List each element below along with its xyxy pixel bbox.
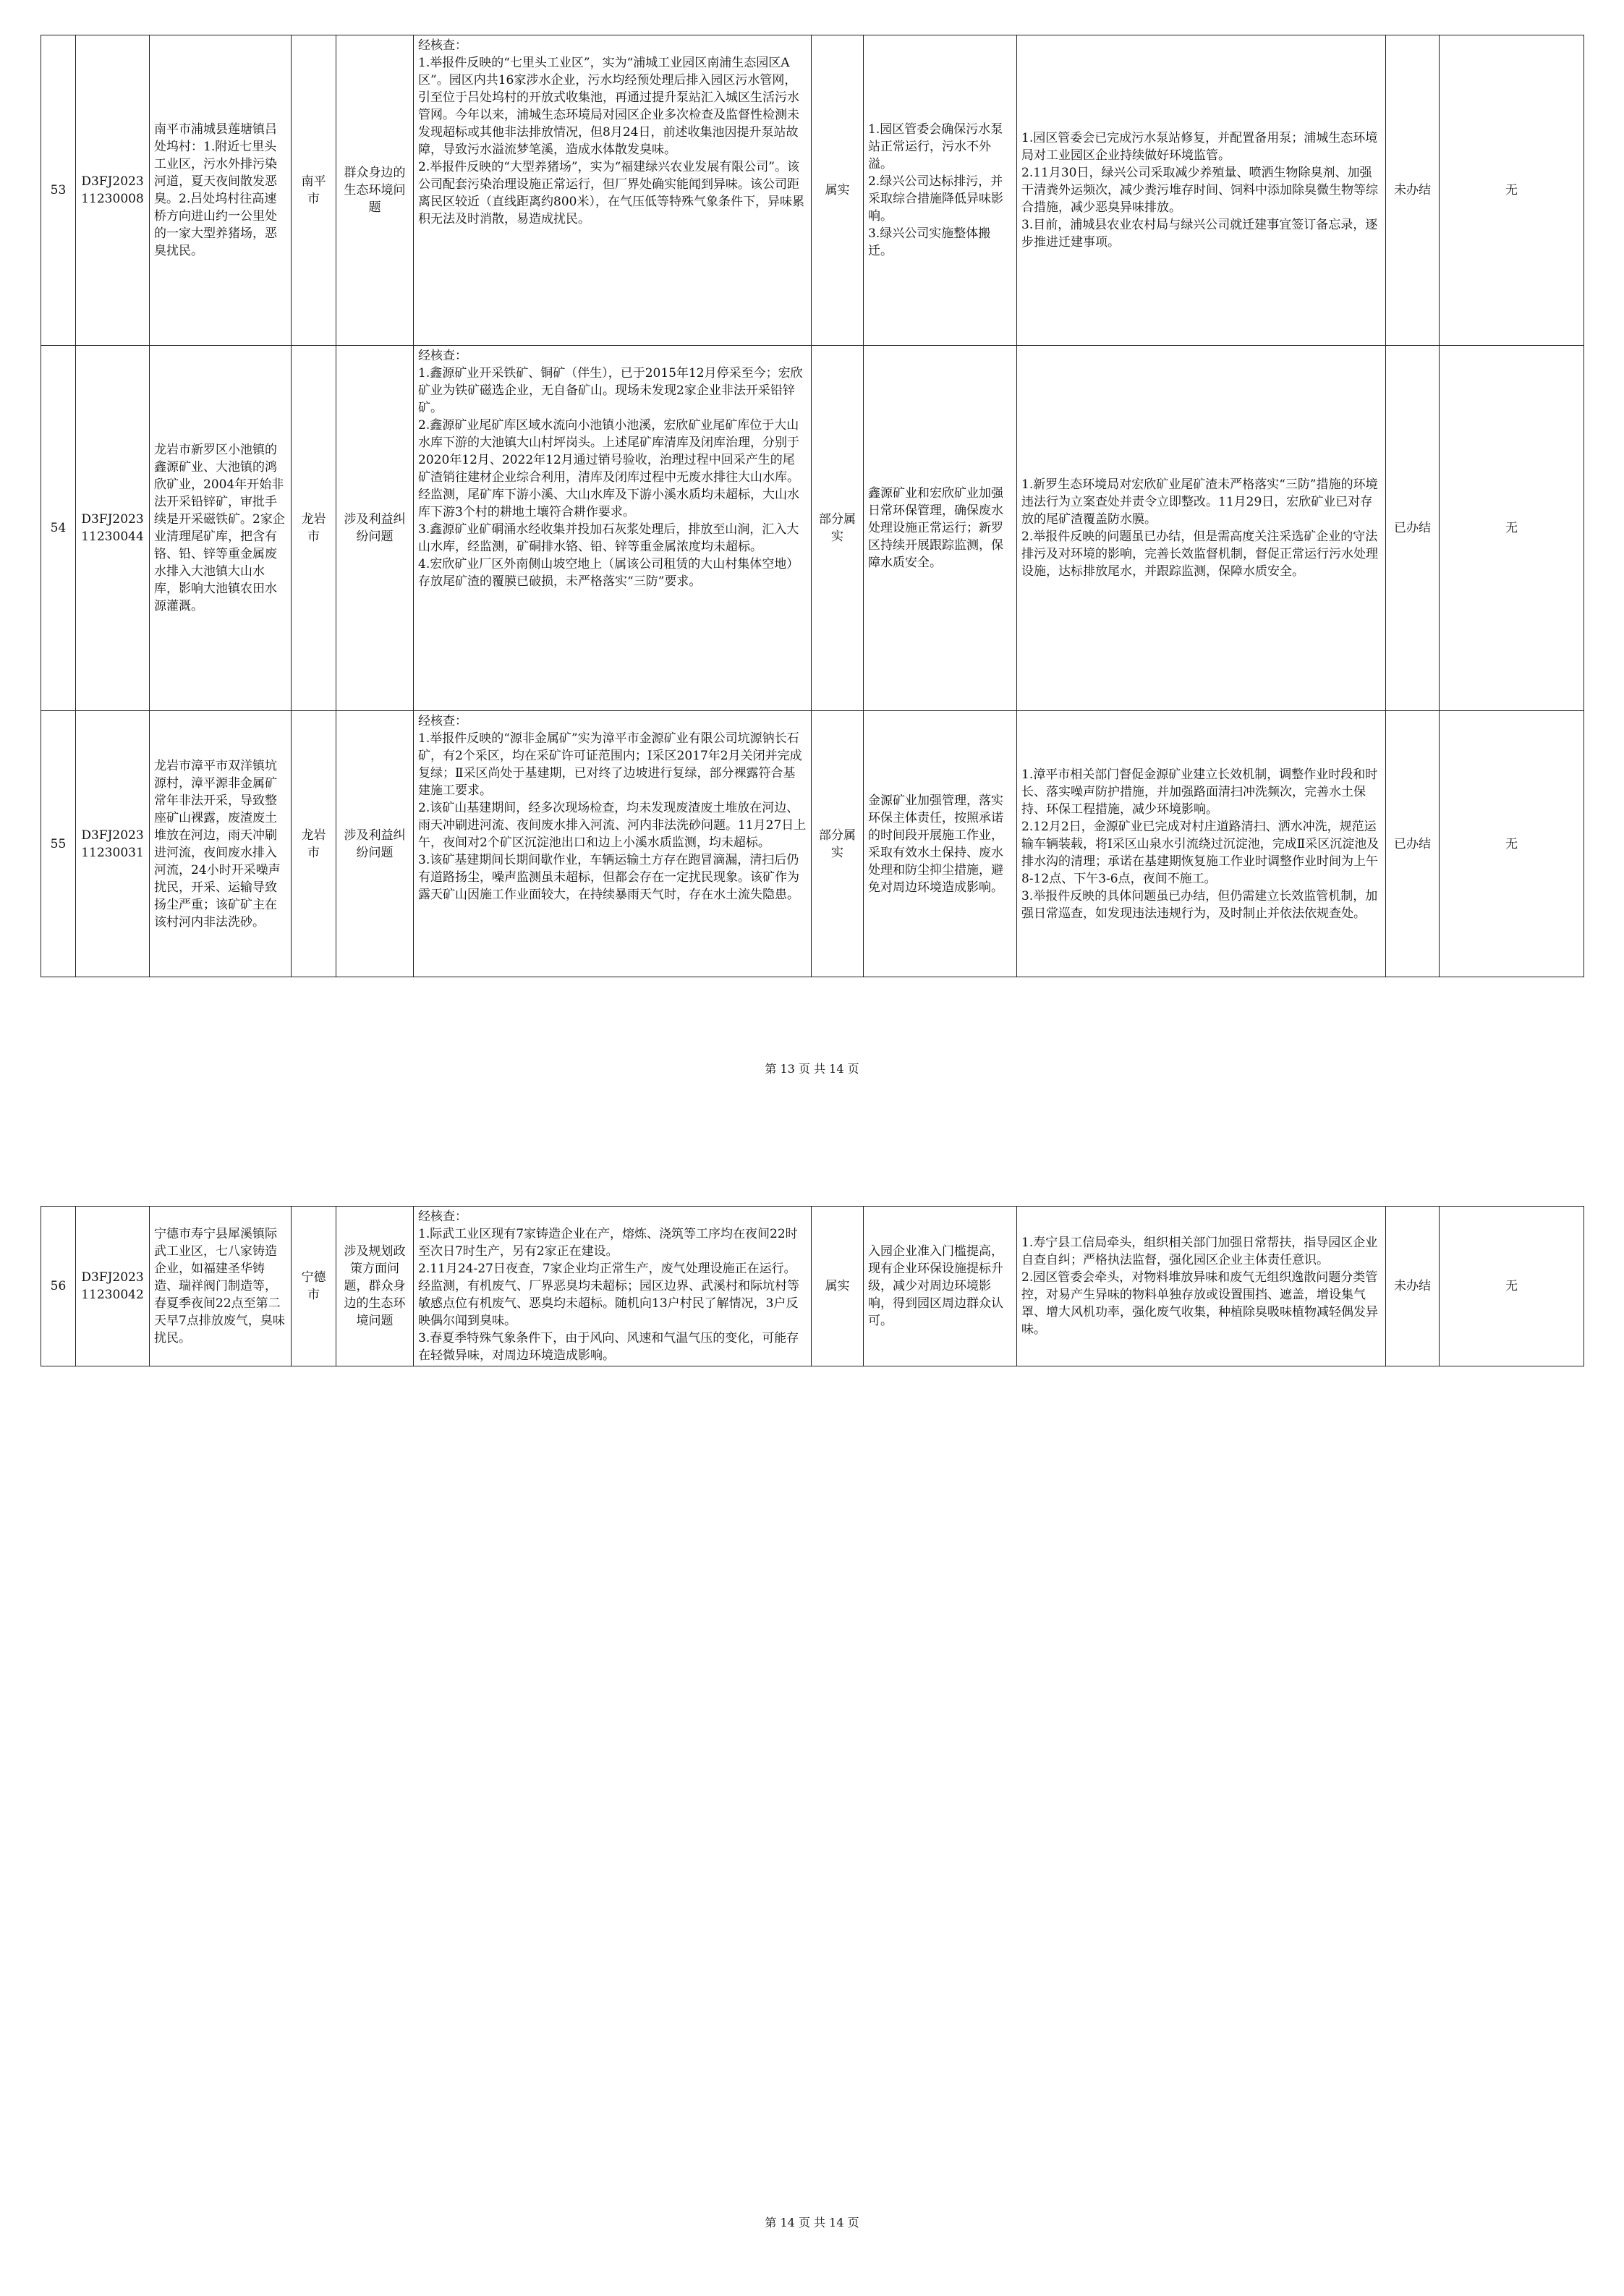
category: 群众身边的生态环境问题 — [336, 35, 414, 346]
category: 涉及利益纠纷问题 — [336, 711, 414, 977]
footer-suffix: 页 — [847, 2216, 859, 2229]
table-row — [41, 346, 1584, 711]
rectification-measures: 1.新罗生态环境局对宏欣矿业尾矿渣未严格落实“三防”措施的环境违法行为立案查处并责令立即整改。11月29日，宏欣矿业已对存放的尾矿渣覆盖防水膜。 2.举报件反映的问题虽已办结，但是需高度关注采选矿企业的守法排污及对环境的影响，完善长效监督机制，督促正常运行污水处理设施，达标排放尾水，并跟踪监测，保障水质安全。 — [1017, 346, 1386, 711]
rectification-measures: 1.寿宁县工信局牵头，组织相关部门加强日常帮扶，指导园区企业自查自纠；严格执法监督，强化园区企业主体责任意识。 2.园区管委会牵头，对物料堆放异味和废气无组织逸散问题分类管控，对易产生异味的物料单独存放或设置围挡、遮盖，增设集气罩、增大风机功率，强化废气收集，种植除臭吸味植物减轻偶发异味。 — [1017, 1207, 1386, 1366]
status: 未办结 — [1386, 35, 1440, 346]
table-row — [41, 35, 1584, 346]
accountability: 无 — [1440, 1207, 1584, 1366]
check-label: 经核查： — [418, 1209, 467, 1224]
rectification-measures: 1.漳平市相关部门督促金源矿业建立长效机制，调整作业时段和时长、落实噪声防护措施，并加强路面清扫冲洗频次，完善水土保持、环保工程措施，减少环境影响。 2.12月2日，金源矿业已完成对村庄道路清扫、洒水冲洗，规范运输车辆装载，将Ⅰ采区山泉水引流绕过沉淀池，完成Ⅱ采区沉淀池及排水沟的清理；承诺在基建期恢复施工作业时调整作业时间为上午8-12点、下午3-6点，夜间不施工。 3.举报件反映的具体问题虽已办结，但仍需建立长效监管机制，加强日常巡查，如发现违法违规行为，及时制止并依法依规查处。 — [1017, 711, 1386, 977]
footer-suffix: 页 — [847, 1062, 859, 1076]
verdict: 部分属实 — [812, 346, 864, 711]
row-number: 55 — [41, 711, 76, 977]
footer-mid: 页 共 — [798, 1062, 826, 1076]
check-label: 经核查： — [418, 38, 467, 53]
check-item: 3.鑫源矿业矿硐涌水经收集并投加石灰浆处理后，排放至山涧，汇入大山水库，经监测，矿硐排水铬、铅、锌等重金属浓度均未超标。 — [418, 522, 799, 554]
page-14 — [0, 1148, 1624, 2296]
check-item: 3.该矿基建期间长期间歇作业，车辆运输土方存在跑冒滴漏，清扫后仍有道路扬尘，噪声监测虽未超标，但都会存在一定扰民现象。该矿作为露天矿山因施工作业面较大，在持续暴雨天气时，存在水土流失隐患。 — [418, 853, 799, 902]
row-number: 53 — [41, 35, 76, 346]
investigation-result — [414, 1207, 812, 1366]
check-item: 2.该矿山基建期间，经多次现场检查，均未发现废渣废土堆放在河边、雨天冲刷进河流、夜间废水排入河流、河内非法洗砂问题。11月27日上午，夜间对2个矿区沉淀池出口和边上小溪水质监测，均未超标。 — [418, 801, 807, 850]
accountability: 无 — [1440, 35, 1584, 346]
check-item: 1.举报件反映的“七里头工业区”，实为“浦城工业园区南浦生态园区A区”。园区内共16家涉水企业，污水均经预处理后排入园区污水管网，引至位于吕处坞村的开放式收集池，再通过提升泵站汇入城区生活污水管网。今年以来，浦城生态环境局对园区企业多次检查及监督性检测未发现超标或其他非法排放情况，但8月24日，前述收集池因提升泵站故障，导致污水溢流梦笔溪，造成水体散发臭味。 — [418, 56, 799, 157]
rectification-goal: 鑫源矿业和宏欣矿业加强日常环保管理，确保废水处理设施正常运行；新罗区持续开展跟踪监测，保障水质安全。 — [864, 346, 1017, 711]
row-number: 56 — [41, 1207, 76, 1366]
check-item: 4.宏欣矿业厂区外南侧山坡空地上（属该公司租赁的大山村集体空地）存放尾矿渣的覆膜已破损，未严格落实“三防”要求。 — [418, 557, 799, 589]
investigation-result — [414, 346, 812, 711]
complaint-content: 龙岩市漳平市双洋镇坑源村，漳平源非金属矿常年非法开采，导致整座矿山裸露，废渣废土堆放在河边，雨天冲刷进河流，夜间废水排入河流，24小时开采噪声扰民，开采、运输导致扬尘严重；该矿矿主在该村河内非法洗砂。 — [150, 711, 292, 977]
complaint-table — [41, 35, 1584, 977]
rectification-goal: 1.园区管委会确保污水泵站正常运行，污水不外溢。 2.绿兴公司达标排污，并采取综合措施降低异味影响。 3.绿兴公司实施整体搬迁。 — [864, 35, 1017, 346]
footer-page-number: 13 — [780, 1062, 795, 1076]
category: 涉及规划政策方面问题，群众身边的生态环境问题 — [336, 1207, 414, 1366]
footer-mid: 页 共 — [798, 2216, 826, 2229]
footer-prefix: 第 — [765, 2216, 777, 2229]
footer-page-number: 14 — [780, 2216, 795, 2229]
check-label: 经核查： — [418, 349, 467, 363]
check-label: 经核查： — [418, 714, 467, 728]
category: 涉及利益纠纷问题 — [336, 346, 414, 711]
page-footer — [0, 2214, 1624, 2230]
case-code: D3FJ2023 11230031 — [76, 711, 150, 977]
check-item: 1.鑫源矿业开采铁矿、铜矿（伴生），已于2015年12月停采至今；宏欣矿业为铁矿磁选企业，无自备矿山。现场未发现2家企业非法开采铅锌矿。 — [418, 366, 803, 415]
accountability: 无 — [1440, 346, 1584, 711]
status: 已办结 — [1386, 711, 1440, 977]
city: 南平市 — [292, 35, 336, 346]
footer-total-pages: 14 — [829, 2216, 844, 2229]
complaint-content: 龙岩市新罗区小池镇的鑫源矿业、大池镇的鸿欣矿业，2004年开始非法开采铅锌矿，审批手续是开采磁铁矿。2家企业清理尾矿库，把含有铬、铅、锌等重金属废水排入大池镇大山水库，影响大池镇农田水源灌溉。 — [150, 346, 292, 711]
verdict: 属实 — [812, 35, 864, 346]
complaint-content: 南平市浦城县莲塘镇吕处坞村：1.附近七里头工业区，污水外排污染河道，夏天夜间散发恶臭。2.吕处坞村往高速桥方向进山约一公里处的一家大型养猪场，恶臭扰民。 — [150, 35, 292, 346]
rectification-goal: 入园企业准入门槛提高，现有企业环保设施提标升级，减少对周边环境影响，得到园区周边群众认可。 — [864, 1207, 1017, 1366]
case-code: D3FJ2023 11230042 — [76, 1207, 150, 1366]
accountability: 无 — [1440, 711, 1584, 977]
rectification-measures: 1.园区管委会已完成污水泵站修复，并配置备用泵；浦城生态环境局对工业园区企业持续做好环境监管。 2.11月30日，绿兴公司采取减少养殖量、喷洒生物除臭剂、加强干清粪外运频次，减少粪污堆存时间、饲料中添加除臭微生物等综合措施，减少恶臭异味排放。 3.目前，浦城县农业农村局与绿兴公司就迁建事宜签订备忘录，逐步推进迁建事项。 — [1017, 35, 1386, 346]
investigation-result — [414, 711, 812, 977]
row-number: 54 — [41, 346, 76, 711]
check-item: 2.举报件反映的“大型养猪场”，实为“福建绿兴农业发展有限公司”。该公司配套污染治理设施正常运行，但厂界处确实能闻到异味。该公司距离民区较近（直线距离约800米），在气压低等特殊气象条件下，异味累积无法及时消散，易造成扰民。 — [418, 160, 804, 226]
complaint-table — [41, 1206, 1584, 1366]
verdict: 部分属实 — [812, 711, 864, 977]
complaint-content: 宁德市寿宁县犀溪镇际武工业区，七八家铸造企业，如福建圣华铸造、瑞祥阀门制造等，春夏季夜间22点至第二天早7点排放废气，臭味扰民。 — [150, 1207, 292, 1366]
table-row — [41, 711, 1584, 977]
case-code: D3FJ2023 11230008 — [76, 35, 150, 346]
status: 已办结 — [1386, 346, 1440, 711]
rectification-goal: 金源矿业加强管理，落实环保主体责任，按照承诺的时间段开展施工作业，采取有效水土保持、废水处理和防尘抑尘措施，避免对周边环境造成影响。 — [864, 711, 1017, 977]
footer-prefix: 第 — [765, 1062, 777, 1076]
check-item: 3.春夏季特殊气象条件下，由于风向、风速和气温气压的变化，可能存在轻微异味，对周边环境造成影响。 — [418, 1331, 799, 1363]
investigation-result — [414, 35, 812, 346]
table-row — [41, 1207, 1584, 1366]
case-code: D3FJ2023 11230044 — [76, 346, 150, 711]
city: 宁德市 — [292, 1207, 336, 1366]
footer-total-pages: 14 — [829, 1062, 844, 1076]
check-item: 2.11月24-27日夜查，7家企业均正常生产，废气处理设施正在运行。经监测，有机废气、厂界恶臭均未超标；园区边界、武溪村和际坑村等敏感点位有机废气、恶臭均未超标。随机向13户村民了解情况，3户反映偶尔闻到臭味。 — [418, 1262, 799, 1328]
check-item: 2.鑫源矿业尾矿库区域水流向小池镇小池溪，宏欣矿业尾矿库位于大山水库下游的大池镇大山村坪岗头。上述尾矿库清库及闭库治理，分别于2020年12月、2022年12月通过销号验收，治理过程中回采产生的尾矿渣销往建材企业综合利用，清库及闭库过程中无废水排往大山水库。经监测，尾矿库下游小溪、大山水库及下游小溪水质均未超标，大山水库下游3个村的耕地土壤符合耕作要求。 — [418, 418, 799, 519]
status: 未办结 — [1386, 1207, 1440, 1366]
city: 龙岩市 — [292, 711, 336, 977]
check-item: 1.举报件反映的“源非金属矿”实为漳平市金源矿业有限公司坑源钠长石矿，有2个采区，均在采矿许可证范围内；Ⅰ采区2017年2月关闭并完成复绿；Ⅱ采区尚处于基建期，已对终了边坡进行复绿，部分裸露符合基建施工要求。 — [418, 731, 802, 798]
verdict: 属实 — [812, 1207, 864, 1366]
city: 龙岩市 — [292, 346, 336, 711]
check-item: 1.际武工业区现有7家铸造企业在产，熔炼、浇筑等工序均在夜间22时至次日7时生产，另有2家正在建设。 — [418, 1227, 798, 1259]
page-footer — [0, 1060, 1624, 1076]
